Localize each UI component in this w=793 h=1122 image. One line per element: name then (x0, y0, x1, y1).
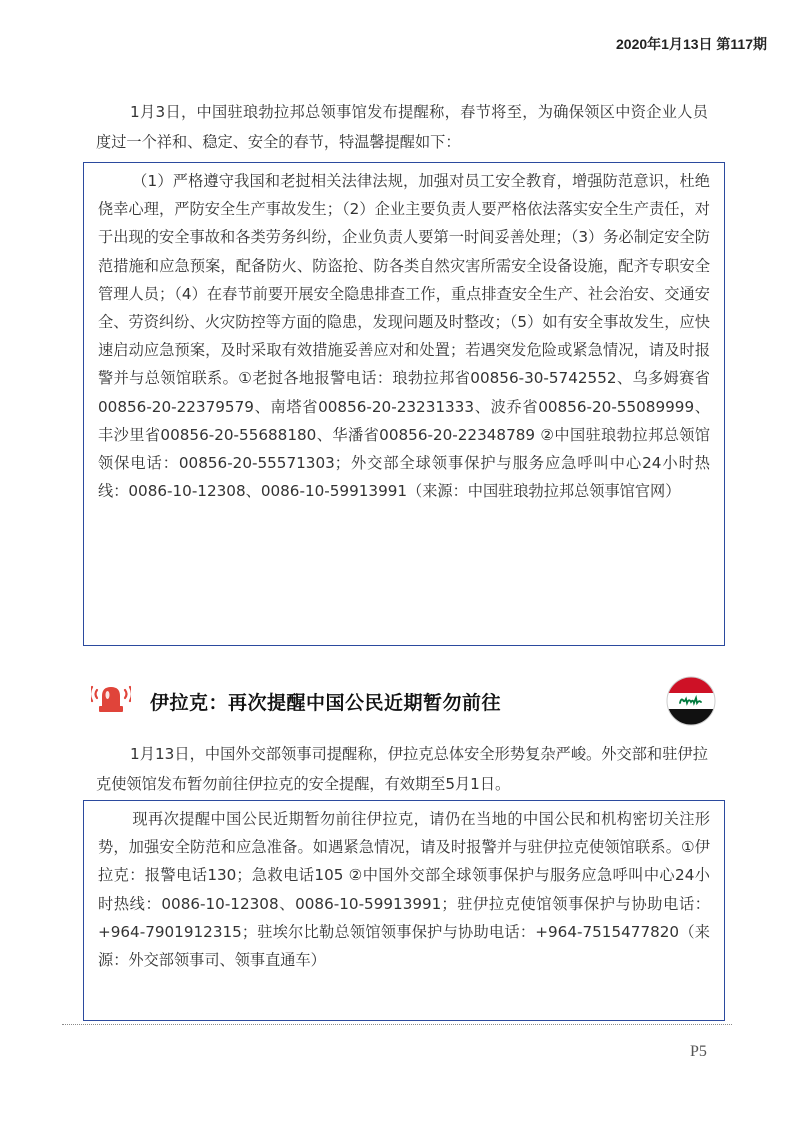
laos-notice-text: （1）严格遵守我国和老挝相关法律法规，加强对员工安全教育，增强防范意识，杜绝侥幸心理，严防安全生产事故发生；（2）企业主要负责人要严格依法落实安全生产责任，对于出现的安全事故和各类劳务纠纷，企业负责人要第一时间妥善处理；（3）务必制定安全防范措施和应急预案，配备防火、防盗抢、防各类自然灾害所需安全设备设施，配齐专职安全管理人员；（4）在春节前要开展安全隐患排查工作，重点排查安全生产、社会治安、交通安全、劳资纠纷、火灾防控等方面的隐患，发现问题及时整改；（5）如有安全事故发生，应快速启动应急预案，及时采取有效措施妥善应对和处置；若遇突发危险或紧急情况，请及时报警并与总领馆联系。①老挝各地报警电话：琅勃拉邦省00856-30-5742552、乌多姆赛省00856-20-22379579、南塔省00856-20-23231333、波乔省00856-20-55089999、丰沙里省00856-20-55688180、华潘省00856-20-22348789 ②中国驻琅勃拉邦总领馆领保电话：00856-20-55571303；外交部全球领事保护与服务应急呼叫中心24小时热线：0086-10-12308、0086-10-59913991（来源：中国驻琅勃拉邦总领事馆官网） (98, 172, 710, 501)
iraq-intro-text: 1月13日，中国外交部领事司提醒称，伊拉克总体安全形势复杂严峻。外交部和驻伊拉克使领馆发布暂勿前往伊拉克的安全提醒，有效期至5月1日。 (96, 745, 708, 793)
page-number: P5 (690, 1043, 707, 1060)
iraq-notice-box (83, 800, 725, 1021)
iraq-flag-icon (666, 676, 716, 726)
iraq-intro-paragraph (96, 740, 708, 799)
laos-notice-box (83, 162, 725, 646)
footer-divider (62, 1024, 732, 1025)
iraq-notice-text: 现再次提醒中国公民近期暂勿前往伊拉克，请仍在当地的中国公民和机构密切关注形势，加强安全防范和应急准备。如遇紧急情况，请及时报警并与驻伊拉克使领馆联系。①伊拉克：报警电话130；急救电话105 ②中国外交部全球领事保护与服务应急呼叫中心24小时热线：0086-10-12308、0086-10-59913991；驻伊拉克使馆领事保护与协助电话：+964-7901912315；驻埃尔比勒总领馆领事保护与协助电话：+964-7515477820（来源：外交部领事司、领事直通车） (98, 810, 710, 970)
laos-notice-paragraph (98, 167, 710, 505)
laos-intro-paragraph (96, 98, 708, 157)
alarm-bell-icon (91, 680, 131, 716)
laos-intro-text: 1月3日，中国驻琅勃拉邦总领事馆发布提醒称，春节将至，为确保领区中资企业人员度过一个祥和、稳定、安全的春节，特温馨提醒如下： (96, 103, 708, 151)
iraq-section-title: 伊拉克：再次提醒中国公民近期暂勿前往 (150, 692, 502, 714)
issue-date: 2020年1月13日 第117期 (616, 36, 767, 52)
iraq-notice-paragraph (98, 805, 710, 974)
